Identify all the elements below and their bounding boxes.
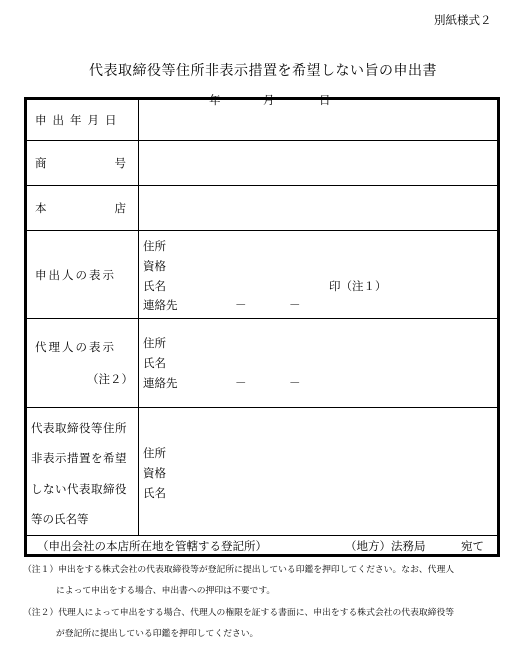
agent-contact-dash-2: － bbox=[289, 376, 301, 390]
application-form-table bbox=[24, 93, 500, 557]
applicant-contact-label: 連絡先 bbox=[143, 298, 178, 312]
rep-address-label: 住所 bbox=[143, 446, 166, 460]
note-1-line-2: によって申出をする場合、申出書への押印は不要です。 bbox=[56, 586, 276, 596]
day-unit: 日 bbox=[319, 93, 331, 107]
applicant-name-label: 氏名 bbox=[143, 279, 166, 293]
document-title: 代表取締役等住所非表示措置を希望しない旨の申出書 bbox=[89, 63, 437, 79]
agent-label: 代理人の表示 （注２） bbox=[26, 319, 139, 408]
note-2-line-2: が登記所に提出している印鑑を押印してください。 bbox=[56, 629, 259, 639]
trade-name-label: 商 号 bbox=[26, 141, 139, 186]
contact-dash-1: － bbox=[235, 298, 247, 312]
representative-label: 代表取締役等住所 非表示措置を希望 しない代表取締役 等の氏名等 bbox=[26, 408, 139, 536]
footer-row bbox=[26, 536, 499, 556]
agent-contact-dash-1: － bbox=[235, 376, 247, 390]
agent-row bbox=[26, 319, 499, 408]
registry-label: （申出会社の本店所在地を管轄する登記所） bbox=[37, 539, 267, 553]
month-unit: 月 bbox=[263, 93, 275, 107]
head-office-field[interactable] bbox=[139, 186, 499, 231]
head-office-row bbox=[26, 186, 499, 231]
agent-address-label: 住所 bbox=[143, 336, 166, 350]
rep-name-label: 氏名 bbox=[143, 486, 166, 500]
form-id: 別紙様式２ bbox=[434, 13, 492, 27]
representative-field[interactable] bbox=[139, 408, 499, 536]
date-row bbox=[26, 99, 499, 141]
applicant-qualification-label: 資格 bbox=[143, 259, 166, 273]
applicant-label: 申出人の表示 bbox=[26, 231, 139, 319]
agent-name-label: 氏名 bbox=[143, 356, 166, 370]
addressee-label: 宛て bbox=[461, 539, 484, 553]
date-label: 申出年月日 bbox=[26, 99, 139, 141]
agent-contact-label: 連絡先 bbox=[143, 376, 178, 390]
applicant-row bbox=[26, 231, 499, 319]
note-2-line-1: （注２）代理人によって申出をする場合、代理人の権限を証する書面に、申出をする株式会社の代表取締役等 bbox=[23, 608, 455, 618]
seal-note: 印（注１） bbox=[329, 279, 387, 293]
applicant-field[interactable] bbox=[139, 231, 499, 319]
year-unit: 年 bbox=[209, 93, 221, 107]
note-1-line-1: （注１）申出をする株式会社の代表取締役等が登記所に提出している印鑑を押印してください。なお、代理人 bbox=[23, 565, 455, 575]
rep-qualification-label: 資格 bbox=[143, 466, 166, 480]
applicant-address-label: 住所 bbox=[143, 239, 166, 253]
date-field[interactable] bbox=[139, 93, 499, 141]
registry-addressee bbox=[26, 536, 499, 556]
agent-field[interactable] bbox=[139, 319, 499, 408]
agent-note-ref: （注２） bbox=[87, 372, 133, 386]
contact-dash-2: － bbox=[289, 298, 301, 312]
head-office-label: 本 店 bbox=[26, 186, 139, 231]
trade-name-field[interactable] bbox=[139, 141, 499, 186]
representative-row bbox=[26, 408, 499, 536]
bureau-label[interactable]: （地方）法務局 bbox=[345, 539, 426, 553]
trade-name-row bbox=[26, 141, 499, 186]
